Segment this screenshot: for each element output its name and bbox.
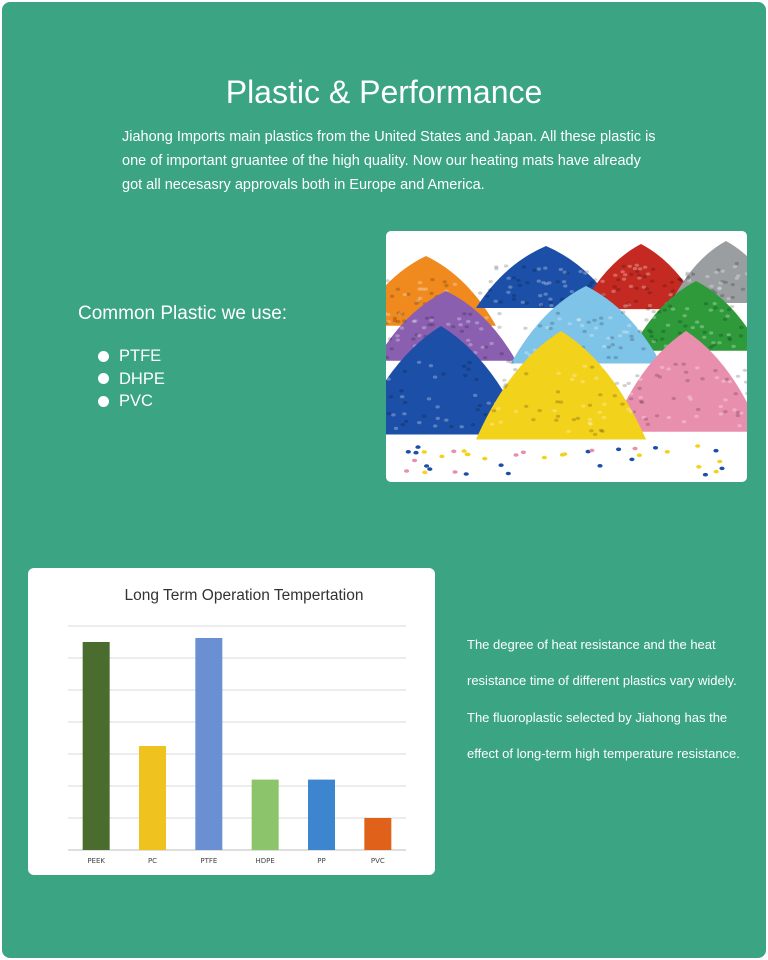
list-item [98,368,165,391]
side-paragraph-1: The degree of heat resistance and the heat resistance time of different plastics vary widely. [467,637,737,689]
chart-title: Long Term Operation Tempertation [124,587,364,604]
bar-chart [28,568,435,875]
pellet-piles-image [386,231,747,482]
bar-pc [139,746,166,850]
page-title: Plastic & Performance [225,74,543,110]
bar-peek [83,642,110,850]
list-item [98,345,165,368]
intro-paragraph: Jiahong Imports main plastics from the United States and Japan. All these plastic is one of important gruantee of the high quality. Now our heating mats have already got all necesasry approvals both in Europe and America. [122,129,656,193]
x-tick-label: PTFE [200,857,218,865]
bar-pp [308,780,335,850]
list-item [98,390,165,413]
plastic-pellets-photo [386,231,747,482]
bar-hdpe [252,780,279,850]
list-item-label: PVC [119,392,153,410]
plastic-list [98,345,165,413]
x-tick-label: HDPE [255,857,275,865]
bar-pvc [364,818,391,850]
side-description [467,627,747,772]
bullet-icon [98,396,109,407]
list-item-label: DHPE [119,369,165,388]
side-paragraph-2: The fluoroplastic selected by Jiahong has the effect of long-term high temperature resistance. [467,709,740,761]
list-item-label: PTFE [119,347,162,365]
bullet-icon [98,373,109,384]
loose-pellets [404,444,725,476]
x-tick-label: PVC [370,857,385,865]
content-panel [2,2,766,958]
x-tick-label: PP [317,857,326,865]
common-plastic-heading: Common Plastic we use: [78,303,288,324]
bar-ptfe [195,638,222,850]
x-tick-label: PC [147,857,158,865]
bullet-icon [98,351,109,362]
chart-card [28,568,435,875]
x-tick-label: PEEK [87,857,106,865]
